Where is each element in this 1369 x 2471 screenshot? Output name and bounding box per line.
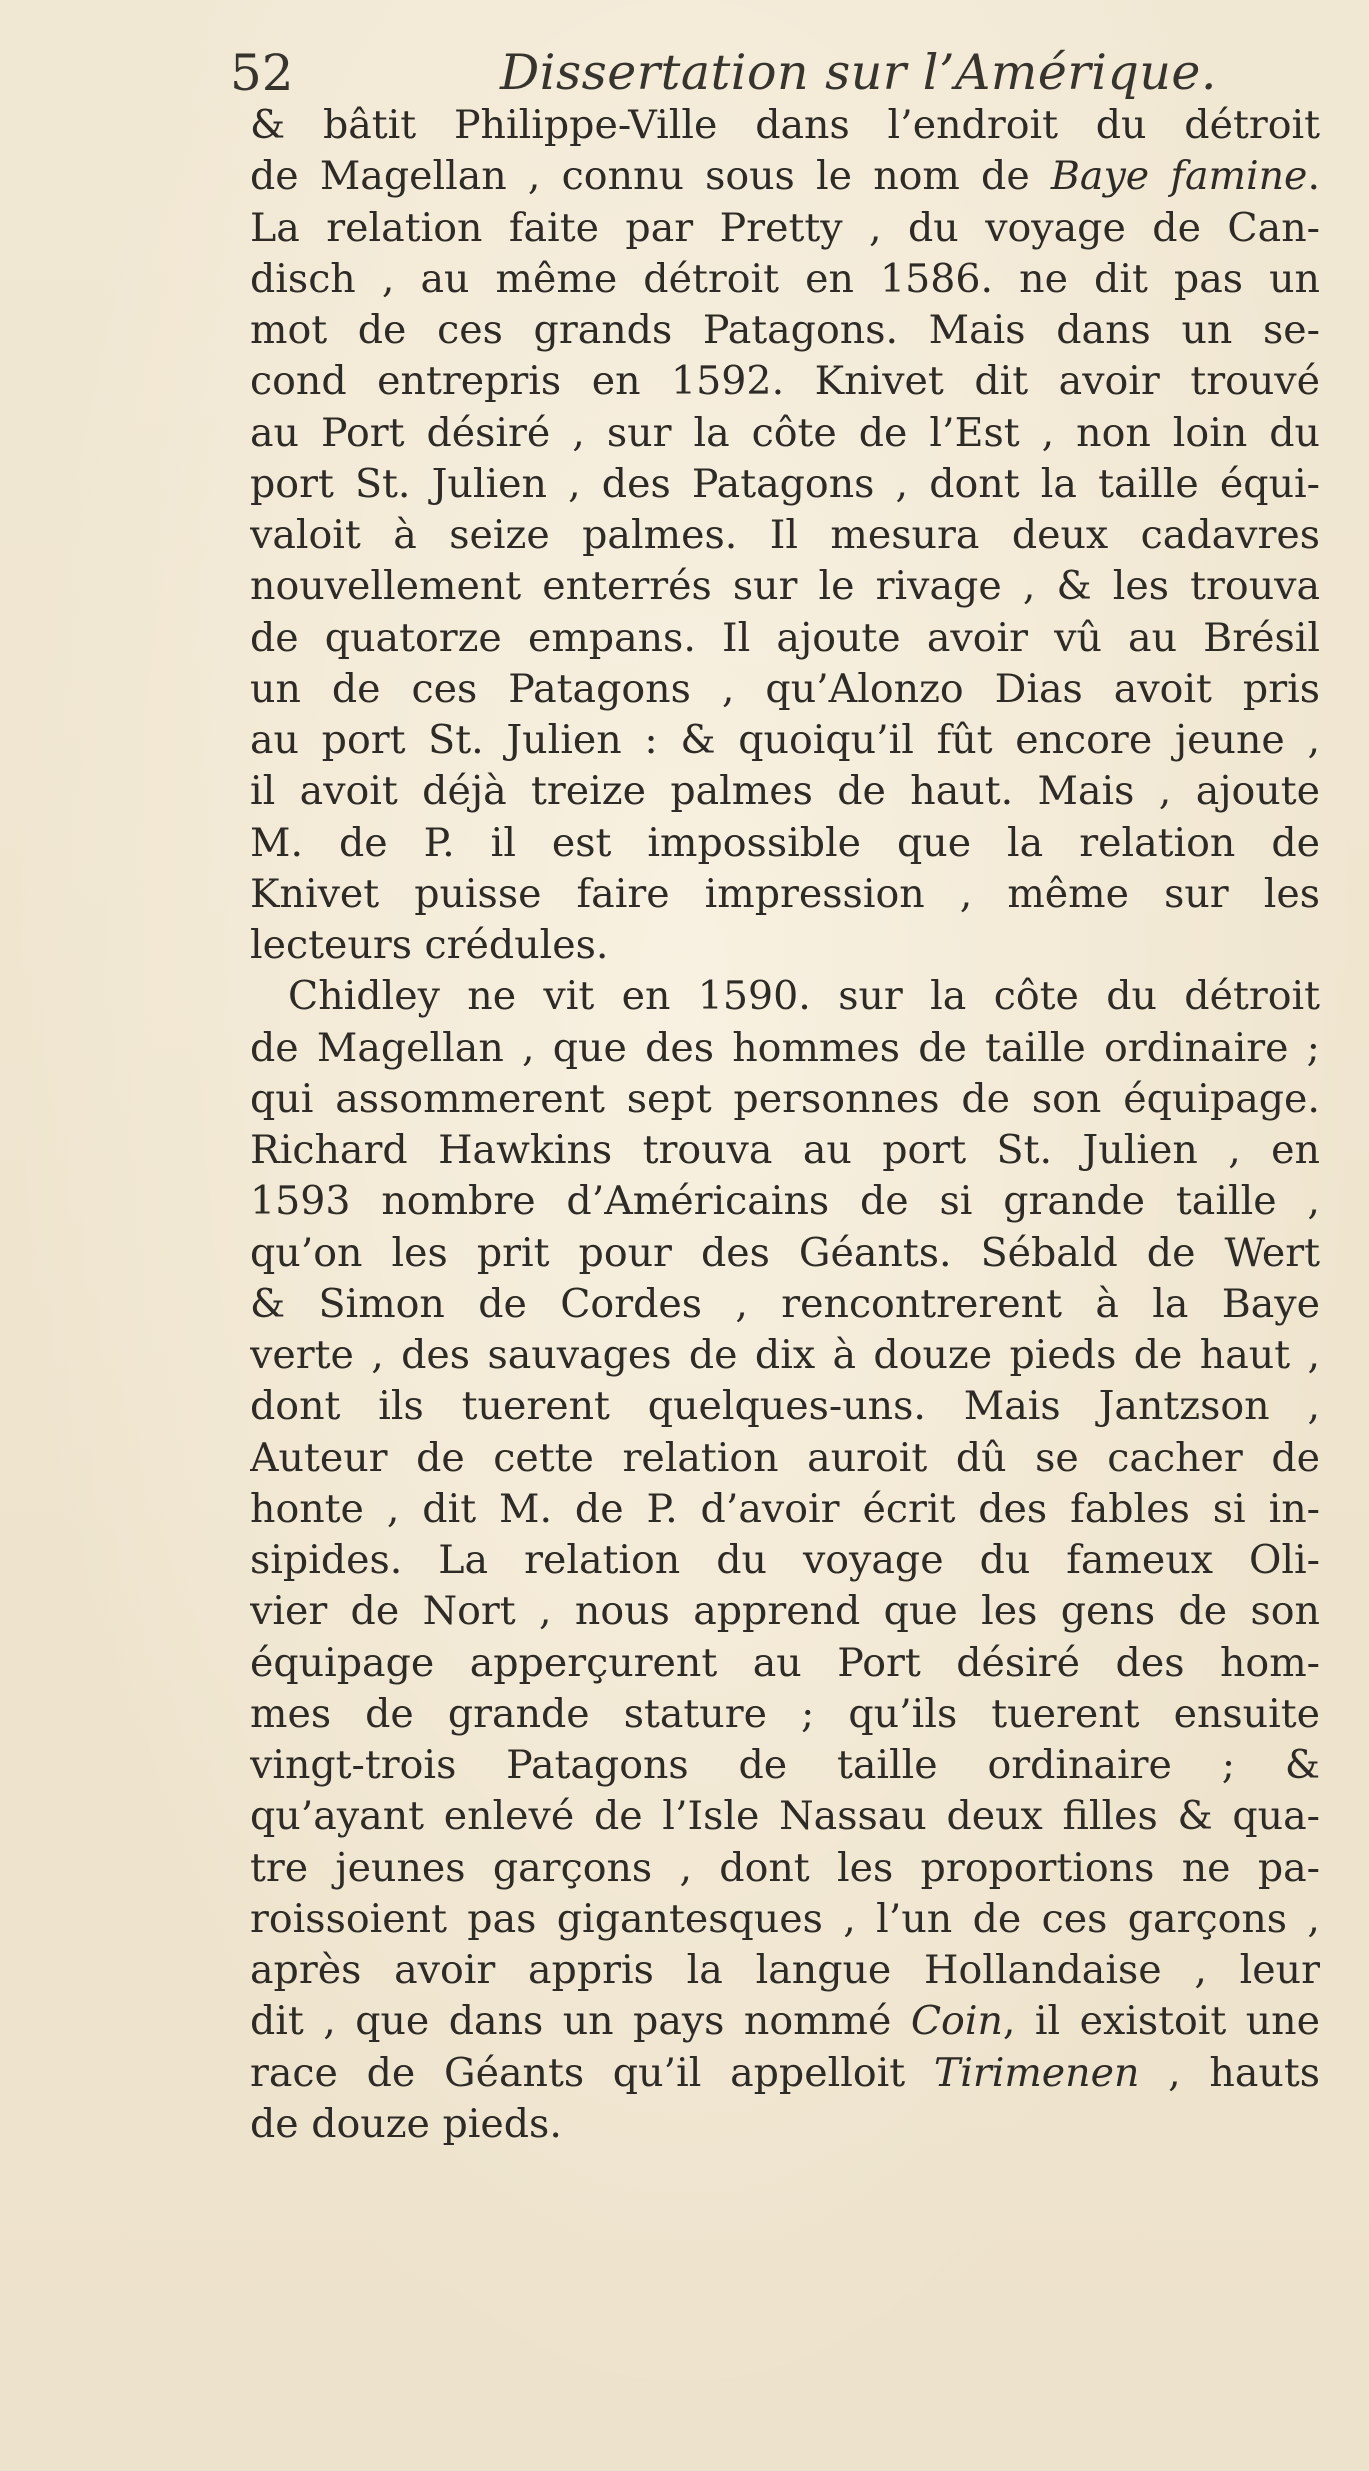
- text-line: roissoient pas gigantesques , l’un de ces garçons ,: [250, 1895, 1320, 1942]
- text-line: vingt-trois Patagons de taille ordinaire ; &: [250, 1742, 1320, 1788]
- text-line: de Magellan , connu sous le nom de Baye famine.: [250, 153, 1320, 200]
- text-line: sipides. La relation du voyage du fameux Oli-: [250, 1537, 1320, 1583]
- text-line: au Port désiré , sur la côte de l’Est , non loin du: [250, 409, 1320, 456]
- text-line: cond entrepris en 1592. Knivet dit avoir trouvé: [250, 358, 1320, 405]
- text-line: qu’ayant enlevé de l’Isle Nassau deux filles & qua-: [250, 1793, 1320, 1840]
- text-line: disch , au même détroit en 1586. ne dit pas un: [250, 255, 1320, 302]
- text-line: il avoit déjà treize palmes de haut. Mais , ajoute: [250, 768, 1320, 815]
- text-line: de douze pieds.: [250, 2100, 562, 2147]
- text-line: nouvellement enterrés sur le rivage , & les trouva: [250, 563, 1320, 610]
- text-line: qui assommerent sept personnes de son équipage.: [250, 1075, 1320, 1122]
- text-line: valoit à seize palmes. Il mesura deux cadavres: [250, 512, 1320, 558]
- text-line: Richard Hawkins trouva au port St. Julien , en: [250, 1127, 1320, 1173]
- text-line: verte , des sauvages de dix à douze pieds de haut ,: [250, 1332, 1320, 1378]
- text-line: un de ces Patagons , qu’Alonzo Dias avoit pris: [250, 665, 1320, 712]
- text-line: après avoir appris la langue Hollandaise , leur: [250, 1947, 1320, 1993]
- text-line: équipage apperçurent au Port désiré des hom-: [250, 1639, 1320, 1686]
- text-line: Auteur de cette relation auroit dû se cacher de: [250, 1434, 1320, 1481]
- text-line: honte , dit M. de P. d’avoir écrit des fables si in-: [250, 1485, 1320, 1532]
- text-line: tre jeunes garçons , dont les proportions ne pa-: [250, 1844, 1320, 1891]
- text-line: vier de Nort , nous apprend que les gens de son: [250, 1588, 1320, 1635]
- text-line: dit , que dans un pays nommé Coin, il existoit une: [250, 1998, 1320, 2045]
- text-line: Chidley ne vit en 1590. sur la côte du détroit: [288, 973, 1320, 1020]
- text-line: de quatorze empans. Il ajoute avoir vû au Brésil: [250, 614, 1320, 661]
- text-line: lecteurs crédules.: [250, 922, 609, 968]
- text-line: qu’on les prit pour des Géants. Sébald de Wert: [250, 1229, 1320, 1276]
- text-line: & bâtit Philippe-Ville dans l’endroit du détroit: [250, 102, 1320, 148]
- text-line: au port St. Julien : & quoiqu’il fût encore jeune ,: [250, 717, 1320, 763]
- text-line: de Magellan , que des hommes de taille ordinaire ;: [250, 1024, 1320, 1071]
- text-line: mes de grande stature ; qu’ils tuerent ensuite: [250, 1690, 1320, 1737]
- text-line: mot de ces grands Patagons. Mais dans un se-: [250, 307, 1320, 353]
- page-number: 52: [230, 44, 294, 102]
- text-line: 1593 nombre d’Américains de si grande taille ,: [250, 1178, 1320, 1225]
- text-line: race de Géants qu’il appelloit Tirimenen , hauts: [250, 2049, 1320, 2096]
- text-line: dont ils tuerent quelques-uns. Mais Jantzson ,: [250, 1383, 1320, 1430]
- text-line: Knivet puisse faire impression , même sur les: [250, 870, 1320, 917]
- paragraph-1: [250, 100, 1320, 971]
- text-line: port St. Julien , des Patagons , dont la taille équi-: [250, 460, 1320, 507]
- text-line: La relation faite par Pretty , du voyage de Can-: [250, 204, 1320, 251]
- paragraph-2: [250, 971, 1320, 2150]
- text-line: & Simon de Cordes , rencontrerent à la Baye: [250, 1280, 1320, 1327]
- body-text: [250, 100, 1320, 2150]
- text-line: M. de P. il est impossible que la relation de: [250, 819, 1320, 866]
- running-title: Dissertation sur l’Amérique.: [500, 44, 1217, 101]
